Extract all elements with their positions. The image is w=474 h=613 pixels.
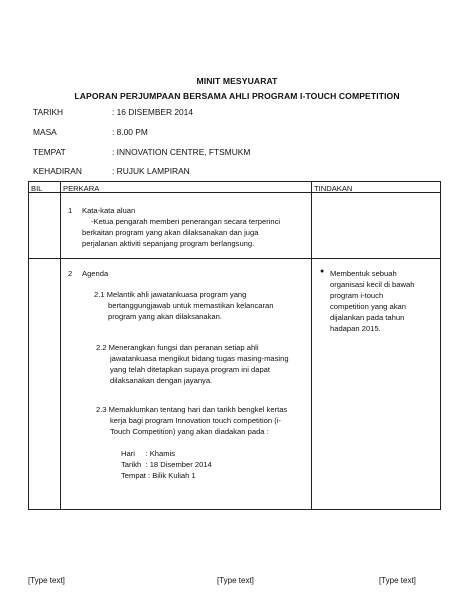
row-2-heading: Agenda <box>82 269 109 278</box>
header-bil: BIL <box>31 184 43 193</box>
row-1-line: perjalanan aktiviti sepanjang program berlangsung. <box>82 239 255 248</box>
table-divider-tindakan <box>311 181 312 510</box>
tindakan-line: program i-touch <box>330 291 384 300</box>
footer-left: [Type text] <box>28 576 65 585</box>
meta-label-masa: MASA <box>33 127 57 137</box>
meta-label-tarikh: TARIKH <box>33 107 64 117</box>
row-1-line: berkaitan program yang akan dilaksanakan dan juga <box>82 228 259 237</box>
tindakan-line: competition yang akan <box>330 302 406 311</box>
tindakan-line: Membentuk sebuah <box>330 269 397 278</box>
meta-value-kehadiran: : RUJUK LAMPIRAN <box>112 166 190 176</box>
meta-value-tarikh: : 16 DISEMBER 2014 <box>112 107 193 117</box>
row-1-heading: Kata-kata aluan <box>82 206 136 215</box>
document-subtitle: LAPORAN PERJUMPAAN BERSAMA AHLI PROGRAM I-TOUCH COMPETITION <box>74 91 400 101</box>
meta-value-masa: : 8.00 PM <box>112 127 148 137</box>
footer-center: [Type text] <box>217 576 254 585</box>
header-perkara: PERKARA <box>63 184 100 193</box>
agenda-2-3-line: 2.3 Memaklumkan tentang hari dan tarikh bengkel kertas <box>96 405 288 414</box>
agenda-2-3-line: Touch Competition) yang akan diadakan pada : <box>110 427 269 436</box>
agenda-2-2-line: yang telah ditetapkan supaya program ini dapat <box>110 365 270 374</box>
agenda-2-2-line: dilaksanakan dengan jayanya. <box>110 376 213 385</box>
workshop-day: Hari : Khamis <box>121 449 176 458</box>
meta-value-tempat: : INNOVATION CENTRE, FTSMUKM <box>112 147 251 157</box>
agenda-2-1-line: program yang akan dilaksanakan. <box>108 312 222 321</box>
agenda-2-1-line: bertanggungjawab untuk memastikan kelancaran <box>108 301 274 310</box>
row-1-bil: 1 <box>68 206 73 215</box>
agenda-2-2-line: 2.2 Menerangkan fungsi dan peranan setiap ahli <box>96 343 259 352</box>
row-2-bil: 2 <box>68 269 73 278</box>
footer-right: [Type text] <box>379 576 416 585</box>
agenda-2-3-line: kerja bagi program Innovation touch competition (i- <box>110 416 281 425</box>
agenda-2-1-line: 2.1 Melantik ahli jawatankuasa program yang <box>94 290 247 299</box>
row-1-line: -Ketua pengarah memberi penerangan secara terperinci <box>91 217 281 226</box>
meta-label-kehadiran: KEHADIRAN <box>33 166 82 176</box>
agenda-2-2-line: jawatankuasa mengikut bidang tugas masing-masing <box>110 354 289 363</box>
bullet-icon: ● <box>320 268 325 275</box>
table-divider-bil <box>60 181 61 510</box>
workshop-date: Tarikh : 18 Disember 2014 <box>121 460 212 469</box>
tindakan-line: organisasi kecil di bawah <box>330 280 415 289</box>
document-title: MINIT MESYUARAT <box>196 76 278 86</box>
tindakan-line: hadapan 2015. <box>330 324 381 333</box>
workshop-venue: Tempat : Bilik Kuliah 1 <box>121 471 196 480</box>
meta-label-tempat: TEMPAT <box>33 147 66 157</box>
tindakan-line: dijalankan pada tahun <box>330 313 405 322</box>
table-row-rule <box>28 258 441 259</box>
header-tindakan: TINDAKAN <box>314 184 353 193</box>
